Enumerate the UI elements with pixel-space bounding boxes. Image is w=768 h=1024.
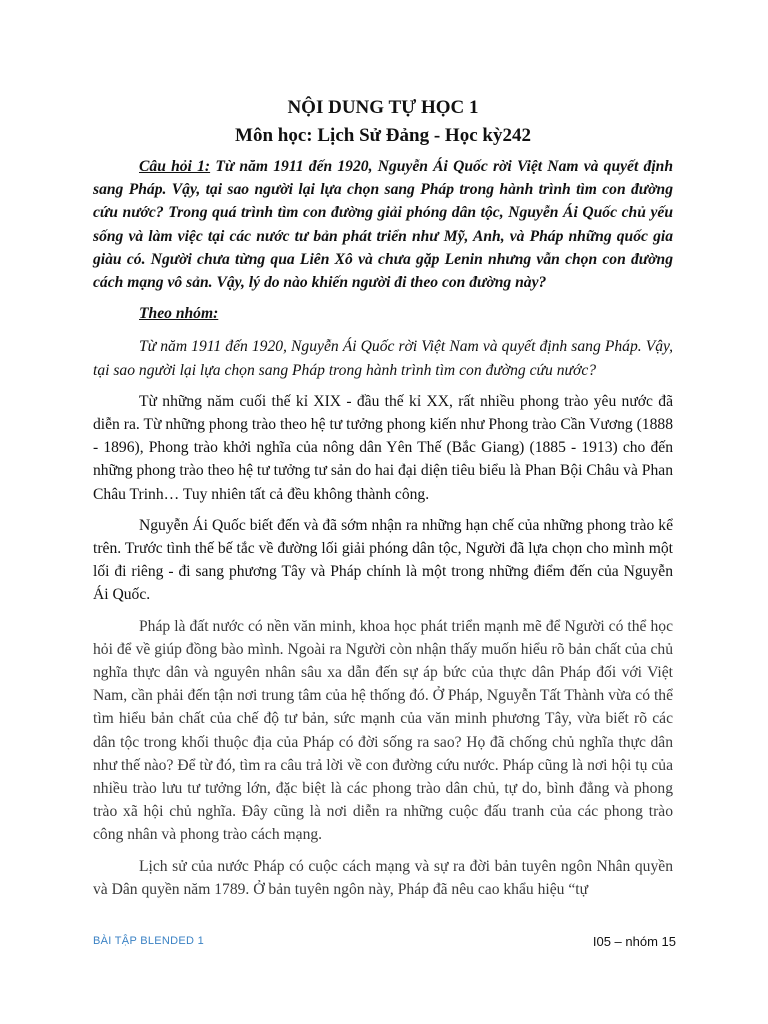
question-paragraph <box>93 155 673 294</box>
paragraph-restated-question: Từ năm 1911 đến 1920, Nguyễn Ái Quốc rời Việt Nam và quyết định sang Pháp. Vậy, tại sao người lại lựa chọn sang Pháp trong hành trình tìm con đường cứu nước? <box>93 338 673 379</box>
paragraph-france-reasons: Pháp là đất nước có nền văn minh, khoa học phát triển mạnh mẽ để Người có thể học hỏi để về giúp đồng bào mình. Ngoài ra Người còn nhận thấy muốn hiểu rõ bản chất của chủ nghĩa thực dân và nguyên nhân sâu xa dẫn đến sự áp bức của thực dân Pháp đối với Việt Nam, cần phải đến tận nơi trung tâm của hệ thống đó. Ở Pháp, Nguyễn Tất Thành vừa có thể tìm hiểu bản chất của chế độ tư bản, sức mạnh của văn minh phương Tây, vừa biết rõ các dân tộc trong khối thuộc địa của Pháp có đời sống ra sao? Họ đã chống chủ nghĩa thực dân như thế nào? Để từ đó, tìm ra câu trả lời về con đường cứu nước. Pháp cũng là nơi hội tụ của nhiều trào lưu tư tưởng lớn, đặc biệt là các phong trào dân chủ, tự do, bình đẳng và phong trào xã hội chủ nghĩa. Đây cũng là nơi diễn ra những cuộc đấu tranh của các phong trào công nhân và phong trào cách mạng. <box>93 617 673 844</box>
paragraph-background: Từ những năm cuối thế kỉ XIX - đầu thế kỉ XX, rất nhiều phong trào yêu nước đã diễn ra. Từ những phong trào theo hệ tư tưởng phong kiến như Phong trào Cần Vương (1888 - 1896), Phong trào khởi nghĩa của nông dân Yên Thế (Bắc Giang) (1885 - 1913) cho đến những phong trào theo hệ tư tưởng tư sản do hai đại diện tiêu biểu là Phan Bội Châu và Phan Châu Trinh… Tuy nhiên tất cả đều không thành công. <box>93 392 673 503</box>
paragraph-choice: Nguyễn Ái Quốc biết đến và đã sớm nhận ra những hạn chế của những phong trào kể trên. Trước tình thế bế tắc về đường lối giải phóng dân tộc, Người đã lựa chọn cho mình một lối đi riêng - đi sang phương Tây và Pháp chính là một trong những điểm đến của Nguyễn Ái Quốc. <box>93 516 673 604</box>
page-title: NỘI DUNG TỰ HỌC 1 <box>287 97 479 118</box>
group-label: Theo nhóm: <box>139 305 219 323</box>
page-subtitle: Môn học: Lịch Sử Đảng - Học kỳ242 <box>235 125 531 146</box>
document-body <box>93 92 673 909</box>
question-text: Từ năm 1911 đến 1920, Nguyễn Ái Quốc rời Việt Nam và quyết định sang Pháp. Vậy, tại sao người lại lựa chọn sang Pháp trong hành trình tìm con đường cứu nước? Trong quá trình tìm con đường giải phóng dân tộc, Nguyễn Ái Quốc chủ yếu sống và làm việc tại các nước tư bản phát triển như Mỹ, Anh, và Pháp những quốc gia giàu có. Người chưa từng qua Liên Xô và chưa gặp Lenin nhưng vẫn chọn con đường cách mạng vô sản. Vậy, lý do nào khiến người đi theo con đường này? <box>93 158 673 292</box>
footer-right-label: I05 – nhóm 15 <box>592 934 676 949</box>
paragraph-history: Lịch sử của nước Pháp có cuộc cách mạng và sự ra đời bản tuyên ngôn Nhân quyền và Dân quyền năm 1789. Ở bản tuyên ngôn này, Pháp đã nêu cao khẩu hiệu “tự <box>93 857 673 898</box>
question-label: Câu hỏi 1: <box>139 158 211 175</box>
footer-left-label: BÀI TẬP BLENDED 1 <box>93 935 205 947</box>
